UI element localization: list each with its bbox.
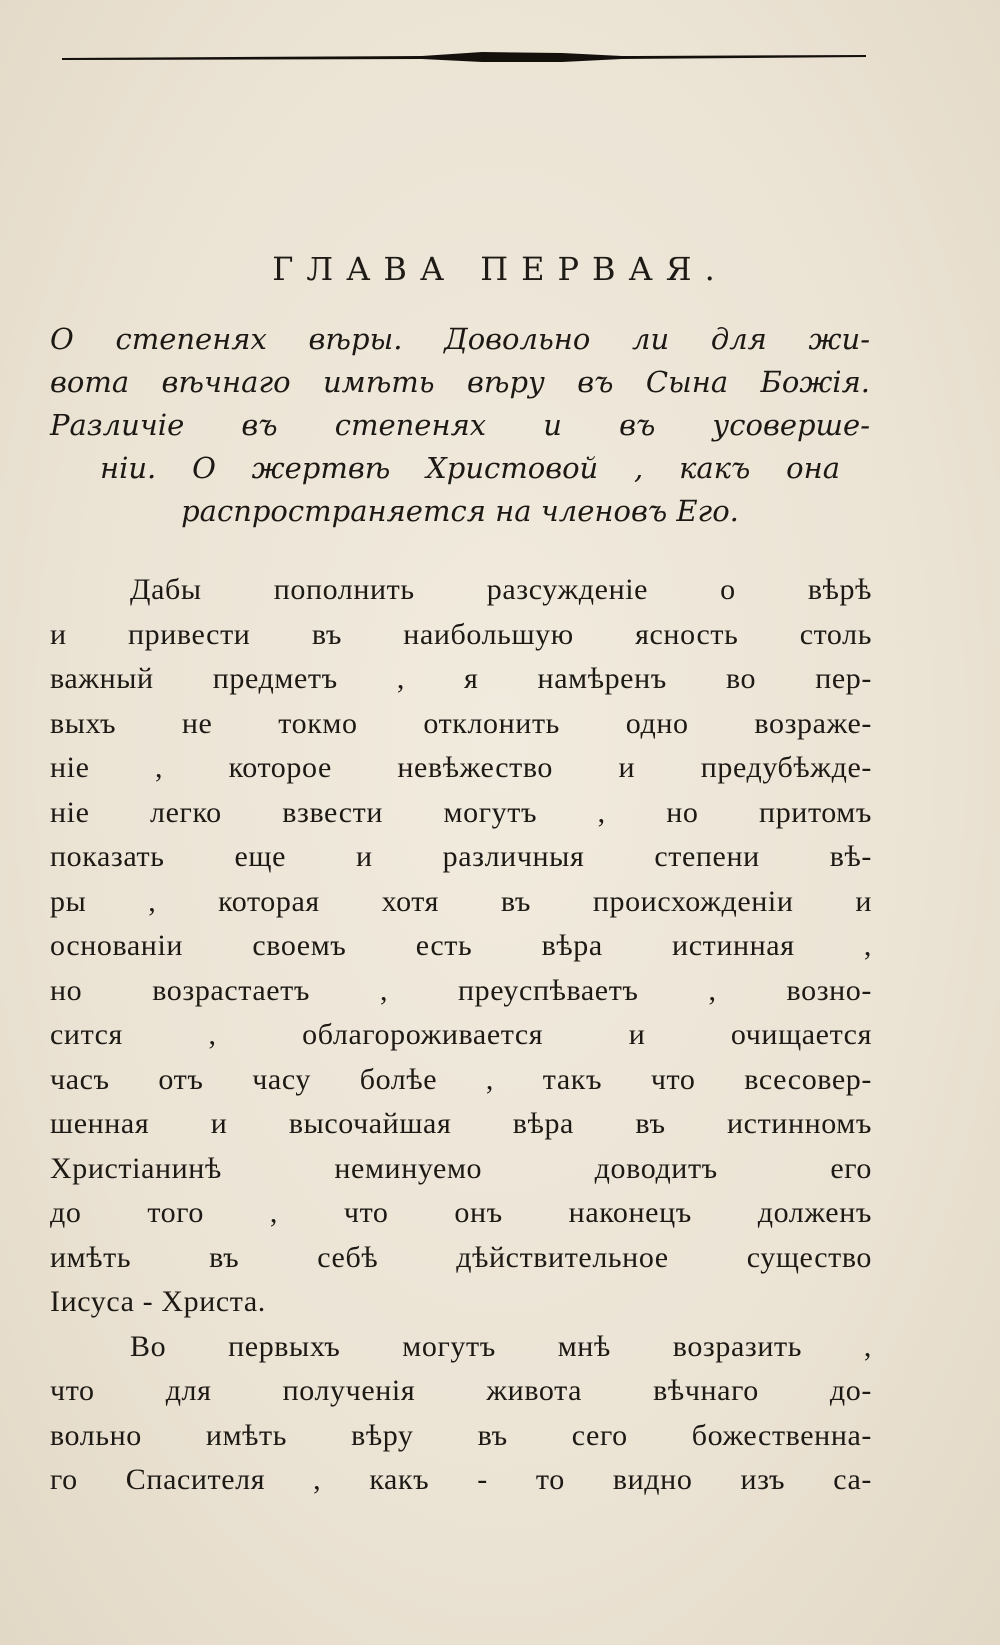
paragraph-1-line: но возрастаетъ , преуспѣваетъ , возно- [50,973,872,1007]
paragraph-2-line: вольно имѣть вѣру въ сего божественна- [50,1418,872,1452]
paragraph-1-line: ры , которая хотя въ происхожденіи и [50,884,872,918]
paragraph-2-line: го Спасителя , какъ - то видно изъ са- [50,1463,872,1496]
paragraph-1-line: ніе легко взвести могутъ , но притомъ [50,795,872,829]
paragraph-1-line: показать еще и различныя степени вѣ- [50,840,872,873]
chapter-summary [50,318,870,533]
paragraph-1-line: ніе , которое невѣжество и предубѣжде- [50,751,872,784]
paragraph-1-line: важный предметъ , я намѣренъ во пер- [50,662,872,695]
summary-line: О степенях вѣры. Довольно ли для жи- [50,322,870,356]
summary-line: Различіе въ степенях и въ усоверше- [50,408,870,442]
body-text [50,568,872,1503]
paragraph-2-line: что для полученія живота вѣчнаго до- [50,1374,872,1407]
header-rule [62,50,866,64]
paragraph-1-line: до того , что онъ наконецъ долженъ [50,1196,872,1229]
paragraph-1-line: основаніи своемъ есть вѣра истинная , [50,929,872,962]
paragraph-1-line: Іисуса - Христа. [50,1285,266,1318]
paragraph-1-line: часъ отъ часу болѣе , такъ что всесовер- [50,1062,872,1096]
paragraph-1-line: имѣть въ себѣ дѣйствительное существо [50,1240,872,1274]
paragraph-1-line: Христіанинѣ неминуемо доводитъ его [50,1151,872,1185]
summary-line: распространяется на членовъ Его. [181,494,739,528]
paragraph-1-line: сится , облагороживается и очищается [50,1018,872,1051]
paragraph-1-line: шенная и высочайшая вѣра въ истинномъ [50,1107,872,1140]
paragraph-1-line: выхъ не токмо отклонить одно возраже- [50,706,872,740]
paragraph-2-line: Во первыхъ могутъ мнѣ возразить , [130,1329,872,1363]
paragraph-1-line: и привести въ наибольшую ясность столь [50,617,872,651]
summary-line: вота вѣчнаго имѣть вѣру въ Сына Божія. [50,365,870,399]
paragraph-1-line: Дабы пополнить разсужденіе о вѣрѣ [130,573,872,606]
chapter-title: ГЛАВА ПЕРВАЯ. [272,250,728,288]
summary-line: ніи. О жертвѣ Христовой , какъ она [100,451,840,485]
